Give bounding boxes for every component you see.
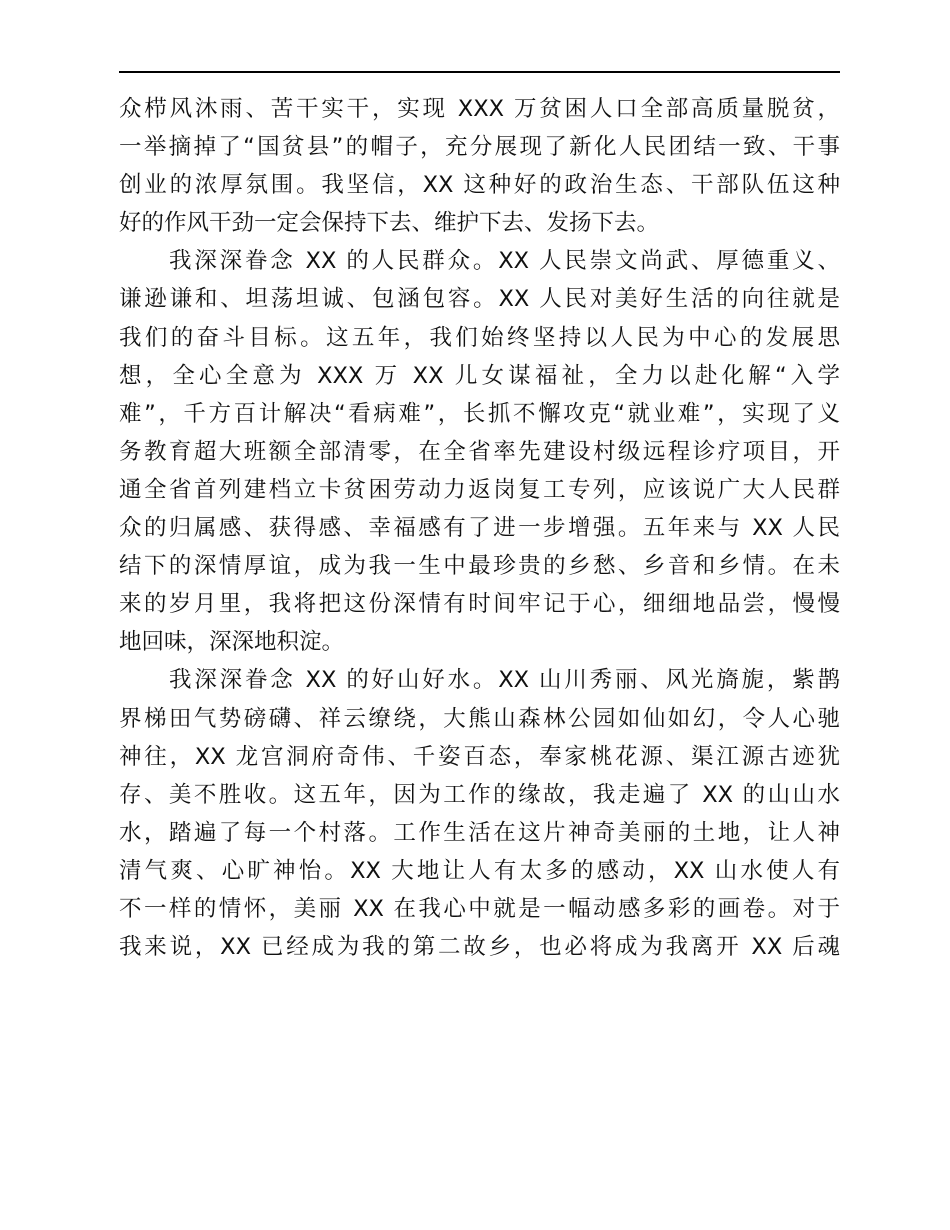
text-line: 我们的奋斗目标。这五年，我们始终坚持以人民为中心的发展思 [119,324,840,351]
paragraph-end-line: 好的作风干劲一定会保持下去、维护下去、发扬下去。 [119,210,660,237]
text-line: 结下的深情厚谊，成为我一生中最珍贵的乡愁、乡音和乡情。在未 [119,553,840,580]
text-line: 我来说，XX 已经成为我的第二故乡，也必将成为我离开 XX 后魂 [119,934,840,961]
header-rule [119,71,840,73]
paragraph-start-line: 我深深眷念 XX 的好山好水。XX 山川秀丽、风光旖旎，紫鹊 [169,667,840,694]
paragraph-start-line: 我深深眷念 XX 的人民群众。XX 人民崇文尚武、厚德重义、 [169,248,840,275]
text-line: 众栉风沐雨、苦干实干，实现 XXX 万贫困人口全部高质量脱贫， [119,96,840,122]
text-line: 水，踏遍了每一个村落。工作生活在这片神奇美丽的土地，让人神 [119,819,840,846]
text-line: 难”，千方百计解决“看病难”，长抓不懈攻克“就业难”，实现了义 [119,400,840,427]
text-line: 谦逊谦和、坦荡坦诚、包涵包容。XX 人民对美好生活的向往就是 [119,286,840,313]
text-line: 众的归属感、获得感、幸福感有了进一步增强。五年来与 XX 人民 [119,515,840,542]
body-text [119,90,840,966]
text-line: 神往，XX 龙宫洞府奇伟、千姿百态，奉家桃花源、渠江源古迹犹 [119,743,840,770]
paragraph-end-line: 地回味，深深地积淀。 [119,629,345,656]
text-line: 务教育超大班额全部清零，在全省率先建设村级远程诊疗项目，开 [119,438,840,465]
text-line: 一举摘掉了“国贫县”的帽子，充分展现了新化人民团结一致、干事 [119,134,840,161]
text-line: 来的岁月里，我将把这份深情有时间牢记于心，细细地品尝，慢慢 [119,591,840,618]
text-line: 想，全心全意为 XXX 万 XX 儿女谋福祉，全力以赴化解“入学 [119,362,840,389]
text-line: 界梯田气势磅礴、祥云缭绕，大熊山森林公园如仙如幻，令人心驰 [119,705,840,732]
text-line: 存、美不胜收。这五年，因为工作的缘故，我走遍了 XX 的山山水 [119,781,840,808]
text-line: 创业的浓厚氛围。我坚信，XX 这种好的政治生态、干部队伍这种 [119,172,840,199]
text-line: 不一样的情怀，美丽 XX 在我心中就是一幅动感多彩的画卷。对于 [119,895,840,922]
text-line: 清气爽、心旷神怡。XX 大地让人有太多的感动，XX 山水使人有 [119,857,840,884]
text-line: 通全省首列建档立卡贫困劳动力返岗复工专列，应该说广大人民群 [119,476,840,503]
